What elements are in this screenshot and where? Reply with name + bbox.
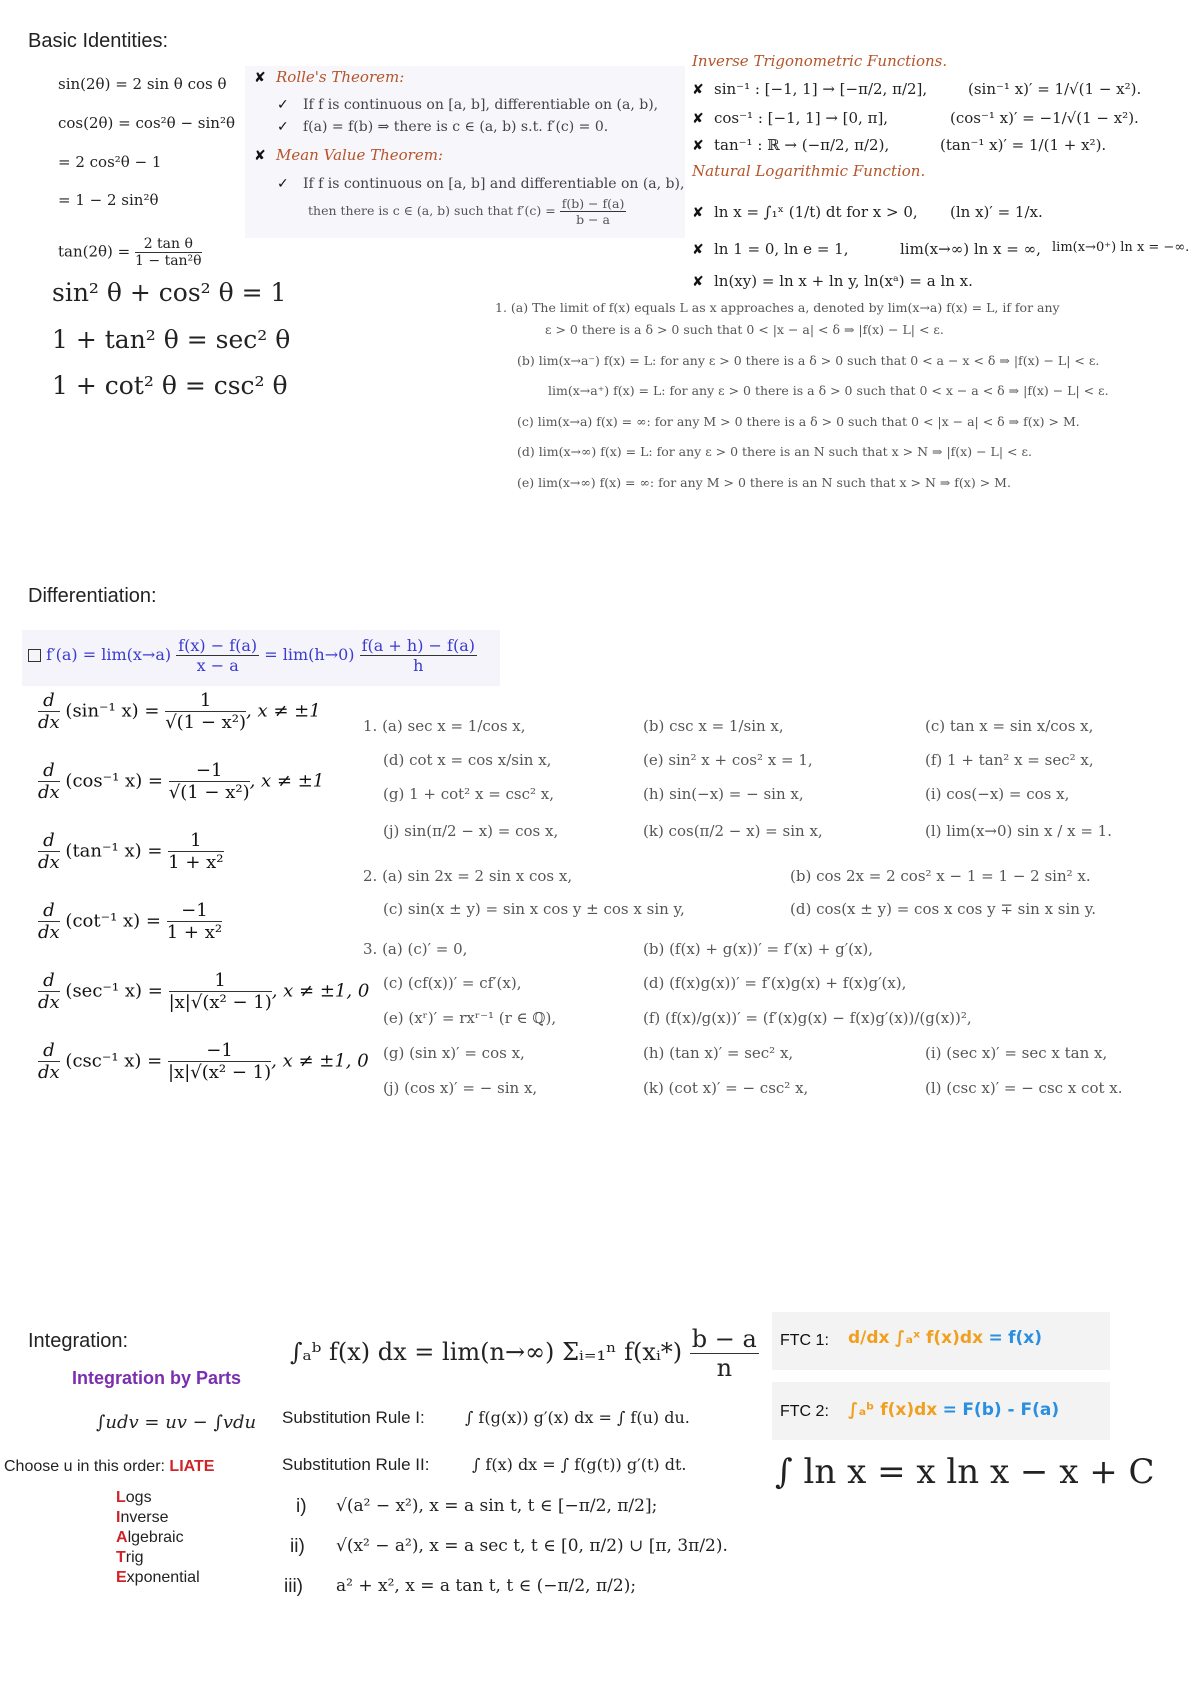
inverse-derivative-den: 1 + x² — [168, 852, 224, 873]
ddx-den: dx — [38, 782, 60, 803]
inverse-tan — [692, 136, 889, 154]
table-r1c1: 1. (a) sec x = 1/cos x, — [363, 717, 526, 735]
ln-properties-text: ln(xy) = ln x + ln y, ln(xᵃ) = a ln x. — [714, 272, 973, 290]
inverse-derivative-fraction — [168, 1040, 271, 1083]
inverse-fn: (tan⁻¹ x) = — [65, 840, 163, 862]
liate-rest: nverse — [120, 1509, 169, 1526]
ftc2-rhs: F(b) - F(a) — [962, 1400, 1060, 1420]
rolle-title-text: Rolle's Theorem: — [276, 68, 405, 86]
mvt-den: b − a — [576, 212, 610, 227]
inverse-derivative-fraction — [169, 970, 272, 1013]
inverse-derivative-fraction — [167, 900, 222, 943]
ln-values-text: ln 1 = 0, ln e = 1, — [714, 240, 849, 258]
ibp-formula: ∫udv = uv − ∫vdu — [96, 1412, 257, 1433]
ln-definition-text: ln x = ∫₁ˣ (1/t) dt for x > 0, — [714, 203, 918, 221]
inverse-derivative-row — [38, 900, 222, 943]
ddx-num: d — [38, 690, 60, 712]
ftc1-label: FTC 1: — [780, 1332, 829, 1349]
tan2-fraction — [135, 236, 202, 269]
checkbox-icon — [28, 649, 41, 662]
derivative-def-frac2 — [360, 636, 477, 675]
liate-initial: E — [116, 1569, 127, 1586]
ln-integral: ∫ ln x = x ln x − x + C — [775, 1452, 1155, 1492]
table-r9c2: (f) (f(x)/g(x))′ = (f′(x)g(x) − f(x)g′(x))/(g(x))², — [643, 1009, 972, 1027]
table-r5c1: 2. (a) sin 2x = 2 sin x cos x, — [363, 867, 573, 885]
inverse-derivative-den: |x|√(x² − 1) — [168, 1062, 272, 1083]
table-r3c1: (g) 1 + cot² x = csc² x, — [383, 785, 555, 803]
section-heading-differentiation: Differentiation: — [28, 585, 157, 607]
identity-cos2-b: = 2 cos²θ − 1 — [58, 153, 162, 171]
table-r6c1: (c) sin(x ± y) = sin x cos y ± cos x sin y, — [383, 900, 685, 918]
inverse-derivative-den: √(1 − x²) — [168, 782, 250, 803]
ln-values — [692, 240, 848, 258]
riemann-den: n — [716, 1354, 733, 1382]
ddx-den: dx — [38, 1062, 60, 1083]
trig-sub-1: √(a² − x²), x = a sin t, t ∈ [−π/2, π/2]; — [336, 1496, 658, 1516]
table-r7c2: (b) (f(x) + g(x))′ = f′(x) + g′(x), — [643, 940, 874, 958]
ftc2-integral: ∫ₐᵇ f(x)dx — [848, 1400, 938, 1420]
table-r1c3: (c) tan x = sin x/cos x, — [925, 717, 1094, 735]
ftc1-expression — [848, 1328, 1042, 1348]
inverse-cos-text: cos⁻¹ : [−1, 1] → [0, π], — [714, 109, 889, 127]
liate-word: LIATE — [169, 1458, 215, 1475]
x-mark-icon: ✘ — [692, 242, 704, 258]
inverse-derivative-num: 1 — [169, 970, 272, 992]
limit-def-b-right: lim(x→a⁺) f(x) = L: for any ε > 0 there is a δ > 0 such that 0 < x − a < δ ⇒ |f(x) − L| < ε. — [548, 383, 1109, 398]
frac2-den: h — [413, 656, 424, 675]
ftc2-equals: = — [942, 1400, 957, 1420]
table-r4c2: (k) cos(π/2 − x) = sin x, — [643, 822, 823, 840]
liate-initial: A — [116, 1529, 128, 1546]
liate-initial: T — [116, 1549, 126, 1566]
table-r2c3: (f) 1 + tan² x = sec² x, — [925, 751, 1094, 769]
derivative-def-mid: = lim(h→0) — [264, 645, 355, 664]
liate-item — [116, 1528, 200, 1548]
trig-sub-2: √(x² − a²), x = a sec t, t ∈ [0, π/2) ∪ [π, 3π/2). — [336, 1536, 728, 1556]
check-icon: ✓ — [277, 176, 289, 192]
x-mark-icon: ✘ — [692, 205, 704, 221]
pythagorean-3: 1 + cot² θ = csc² θ — [52, 371, 288, 400]
derivative-def-frac1 — [176, 636, 259, 675]
liate-item — [116, 1548, 200, 1568]
inverse-fn: (csc⁻¹ x) = — [65, 1050, 163, 1072]
inverse-derivative-condition: , x ≠ ±1 — [249, 770, 325, 792]
ddx-num: d — [38, 900, 60, 922]
table-r11c3: (l) (csc x)′ = − csc x cot x. — [925, 1079, 1123, 1097]
table-r8c2: (d) (f(x)g(x))′ = f′(x)g(x) + f(x)g′(x), — [643, 974, 907, 992]
ddx-operator — [38, 1040, 60, 1083]
mvt-line-1-text: If f is continuous on [a, b] and differentiable on (a, b), — [303, 176, 685, 192]
x-mark-icon: ✘ — [254, 70, 266, 86]
section-heading-integration: Integration: — [28, 1330, 129, 1352]
rolle-line-2-text: f(a) = f(b) ⇒ there is c ∈ (a, b) s.t. f′(c) = 0. — [303, 119, 609, 135]
ln-derivative: (ln x)′ = 1/x. — [950, 203, 1043, 221]
x-mark-icon: ✘ — [692, 138, 704, 154]
limit-def-a: 1. (a) The limit of f(x) equals L as x approaches a, denoted by lim(x→a) f(x) = L, if for any — [495, 300, 1060, 315]
table-r3c3: (i) cos(−x) = cos x, — [925, 785, 1070, 803]
mvt-num: f(b) − f(a) — [561, 196, 625, 211]
inverse-cos-deriv: (cos⁻¹ x)′ = −1/√(1 − x²). — [950, 109, 1139, 127]
liate-initial: I — [116, 1509, 121, 1526]
inverse-derivative-condition: , x ≠ ±1 — [246, 700, 321, 722]
x-mark-icon: ✘ — [692, 82, 704, 98]
rolle-line-1-text: If f is continuous on [a, b], differentiable on (a, b), — [303, 97, 659, 113]
tan2-num: 2 tan θ — [135, 236, 202, 253]
inverse-derivative-condition: , x ≠ ±1, 0 — [271, 980, 370, 1002]
table-r4c3: (l) lim(x→0) sin x / x = 1. — [925, 822, 1112, 840]
sub-rule-1: ∫ f(g(x)) g′(x) dx = ∫ f(u) du. — [465, 1408, 690, 1427]
mvt-line-2-text: then there is c ∈ (a, b) such that f′(c) = — [308, 203, 556, 218]
x-mark-icon: ✘ — [692, 111, 704, 127]
inverse-derivative-num: −1 — [168, 1040, 271, 1062]
ddx-den: dx — [38, 922, 60, 943]
inverse-derivative-fraction — [168, 830, 223, 873]
inverse-fn: (sin⁻¹ x) = — [65, 700, 160, 722]
x-mark-icon: ✘ — [254, 148, 266, 164]
table-r7c1: 3. (a) (c)′ = 0, — [363, 940, 468, 958]
liate-rest: lgebraic — [127, 1529, 184, 1546]
ln-limit-inf: lim(x→∞) ln x = ∞, — [900, 240, 1041, 258]
liate-prefix: Choose u in this order: — [4, 1458, 170, 1475]
sub-rule-2-label: Substitution Rule II: — [282, 1455, 430, 1474]
ddx-operator — [38, 830, 60, 873]
ddx-num: d — [38, 1040, 60, 1062]
liate-initial: L — [116, 1489, 126, 1506]
liate-item — [116, 1488, 200, 1508]
frac2-num: f(a + h) − f(a) — [361, 636, 475, 655]
ibp-title: Integration by Parts — [72, 1368, 242, 1388]
mvt-line-2 — [308, 196, 626, 227]
inverse-sin — [692, 80, 927, 98]
table-r10c1: (g) (sin x)′ = cos x, — [383, 1044, 525, 1062]
limit-def-c: (c) lim(x→a) f(x) = ∞: for any M > 0 there is a δ > 0 such that 0 < |x − a| < δ ⇒ f(x) > M. — [517, 414, 1080, 429]
riemann-sum: Σᵢ₌₁ⁿ f(xᵢ*) — [562, 1338, 683, 1366]
mvt-title — [254, 146, 443, 164]
inverse-cos — [692, 109, 888, 127]
liate-list — [116, 1488, 200, 1588]
inverse-tan-text: tan⁻¹ : ℝ → (−π/2, π/2), — [714, 136, 890, 154]
rolle-line-1 — [277, 97, 658, 113]
liate-item — [116, 1508, 200, 1528]
ddx-operator — [38, 900, 60, 943]
inverse-fn: (sec⁻¹ x) = — [65, 980, 163, 1002]
sub-rule-1-label: Substitution Rule I: — [282, 1408, 425, 1427]
ln-limit-zero: lim(x→0⁺) ln x = −∞. — [1052, 240, 1190, 255]
section-heading-basic: Basic Identities: — [28, 30, 169, 52]
limit-def-a-cont: ε > 0 there is a δ > 0 such that 0 < |x − a| < δ ⇒ |f(x) − L| < ε. — [545, 322, 944, 337]
ftc1-rhs: f(x) — [1008, 1328, 1043, 1348]
identity-cos2: cos(2θ) = cos²θ − sin²θ — [58, 114, 235, 132]
inverse-fn: (cot⁻¹ x) = — [65, 910, 162, 932]
inverse-derivative-den: |x|√(x² − 1) — [168, 992, 272, 1013]
inverse-derivative-row — [38, 830, 224, 873]
trig-sub-3-label: iii) — [284, 1576, 303, 1597]
ftc1-equals: = — [988, 1328, 1003, 1348]
inverse-sin-text: sin⁻¹ : [−1, 1] → [−π/2, π/2], — [714, 80, 928, 98]
ftc2-label: FTC 2: — [780, 1403, 829, 1420]
ddx-num: d — [38, 830, 60, 852]
table-r8c1: (c) (cf(x))′ = cf′(x), — [383, 974, 522, 992]
mvt-title-text: Mean Value Theorem: — [276, 146, 444, 164]
rolle-line-2 — [277, 119, 608, 135]
table-r10c2: (h) (tan x)′ = sec² x, — [643, 1044, 794, 1062]
check-icon: ✓ — [277, 119, 289, 135]
mvt-fraction — [560, 196, 627, 227]
inverse-derivative-row — [38, 1040, 369, 1083]
liate-rest: ogs — [125, 1489, 152, 1506]
tan2-lhs: tan(2θ) = — [58, 242, 131, 261]
ftc1-integral: ∫ₐˣ f(x)dx — [894, 1328, 984, 1348]
ddx-den: dx — [38, 712, 60, 733]
frac1-num: f(x) − f(a) — [178, 636, 258, 655]
inverse-derivative-num: −1 — [169, 760, 250, 782]
table-r11c2: (k) (cot x)′ = − csc² x, — [643, 1079, 809, 1097]
derivative-definition — [28, 636, 477, 675]
inverse-derivative-row — [38, 690, 321, 733]
ddx-operator — [38, 970, 60, 1013]
table-r11c1: (j) (cos x)′ = − sin x, — [383, 1079, 538, 1097]
tan2-den: 1 − tan²θ — [135, 253, 202, 269]
pythagorean-2: 1 + tan² θ = sec² θ — [52, 325, 291, 354]
inverse-derivative-num: 1 — [165, 690, 246, 712]
sub-rule-2: ∫ f(x) dx = ∫ f(g(t)) g′(t) dt. — [472, 1455, 687, 1474]
inverse-derivative-fraction — [165, 690, 246, 733]
inverse-sin-deriv: (sin⁻¹ x)′ = 1/√(1 − x²). — [968, 80, 1142, 98]
ftc2-expression — [848, 1400, 1059, 1420]
table-r5c2: (b) cos 2x = 2 cos² x − 1 = 1 − 2 sin² x. — [790, 867, 1091, 885]
ddx-den: dx — [38, 852, 60, 873]
table-r3c2: (h) sin(−x) = − sin x, — [643, 785, 804, 803]
inverse-derivative-row — [38, 970, 369, 1013]
inverse-derivative-den: 1 + x² — [166, 922, 223, 943]
trig-sub-3: a² + x², x = a tan t, t ∈ (−π/2, π/2); — [336, 1576, 637, 1596]
limit-def-d: (d) lim(x→∞) f(x) = L: for any ε > 0 there is an N such that x > N ⇒ |f(x) − L| < ε. — [517, 444, 1032, 459]
liate-rest: rig — [125, 1549, 144, 1566]
ddx-num: d — [38, 970, 60, 992]
limit-def-b-left: (b) lim(x→a⁻) f(x) = L: for any ε > 0 there is a δ > 0 such that 0 < a − x < δ ⇒ |f(x) − L| < ε. — [517, 353, 1100, 368]
inverse-derivative-num: 1 — [168, 830, 223, 852]
limit-def-e: (e) lim(x→∞) f(x) = ∞: for any M > 0 there is an N such that x > N ⇒ f(x) > M. — [517, 475, 1011, 490]
mvt-line-1 — [277, 176, 684, 192]
table-r6c2: (d) cos(x ± y) = cos x cos y ∓ sin x sin y. — [790, 900, 1096, 918]
table-r1c2: (b) csc x = 1/sin x, — [643, 717, 784, 735]
inverse-derivative-row — [38, 760, 324, 803]
rolle-title — [254, 68, 404, 86]
table-r2c1: (d) cot x = cos x/sin x, — [383, 751, 552, 769]
trig-sub-2-label: ii) — [290, 1536, 305, 1557]
riemann-definition — [290, 1325, 759, 1382]
derivative-def-lhs: f′(a) = lim(x→a) — [46, 645, 172, 664]
liate-instruction — [4, 1458, 214, 1476]
riemann-num: b − a — [691, 1325, 757, 1353]
liate-item — [116, 1568, 200, 1588]
riemann-fraction — [690, 1325, 759, 1382]
ln-definition — [692, 203, 918, 221]
table-r9c1: (e) (xʳ)′ = rxʳ⁻¹ (r ∈ ℚ), — [383, 1009, 557, 1027]
identity-cos2-c: = 1 − 2 sin²θ — [58, 191, 159, 209]
trig-sub-1-label: i) — [296, 1496, 307, 1517]
natural-log-title: Natural Logarithmic Function. — [692, 162, 926, 180]
ddx-den: dx — [38, 992, 60, 1013]
frac1-den: x − a — [196, 656, 239, 675]
inverse-fn: (cos⁻¹ x) = — [65, 770, 164, 792]
inverse-derivative-den: √(1 − x²) — [165, 712, 247, 733]
inverse-trig-title: Inverse Trigonometric Functions. — [692, 52, 948, 70]
ln-properties — [692, 272, 973, 290]
ddx-num: d — [38, 760, 60, 782]
inverse-derivative-fraction — [169, 760, 250, 803]
inverse-derivative-num: −1 — [167, 900, 222, 922]
identity-tan2 — [58, 236, 202, 269]
check-icon: ✓ — [277, 97, 289, 113]
inverse-tan-deriv: (tan⁻¹ x)′ = 1/(1 + x²). — [940, 136, 1107, 154]
table-r10c3: (i) (sec x)′ = sec x tan x, — [925, 1044, 1108, 1062]
ftc1-ddx: d/dx — [848, 1328, 890, 1348]
liate-rest: xponential — [126, 1569, 200, 1586]
table-r2c2: (e) sin² x + cos² x = 1, — [643, 751, 813, 769]
ddx-operator — [38, 690, 60, 733]
ddx-operator — [38, 760, 60, 803]
identity-sin2: sin(2θ) = 2 sin θ cos θ — [58, 75, 227, 93]
pythagorean-1: sin² θ + cos² θ = 1 — [52, 278, 287, 307]
riemann-integral: ∫ₐᵇ f(x) dx = lim(n→∞) — [290, 1338, 555, 1366]
x-mark-icon: ✘ — [692, 274, 704, 290]
table-r4c1: (j) sin(π/2 − x) = cos x, — [383, 822, 559, 840]
inverse-derivative-condition: , x ≠ ±1, 0 — [271, 1050, 369, 1072]
